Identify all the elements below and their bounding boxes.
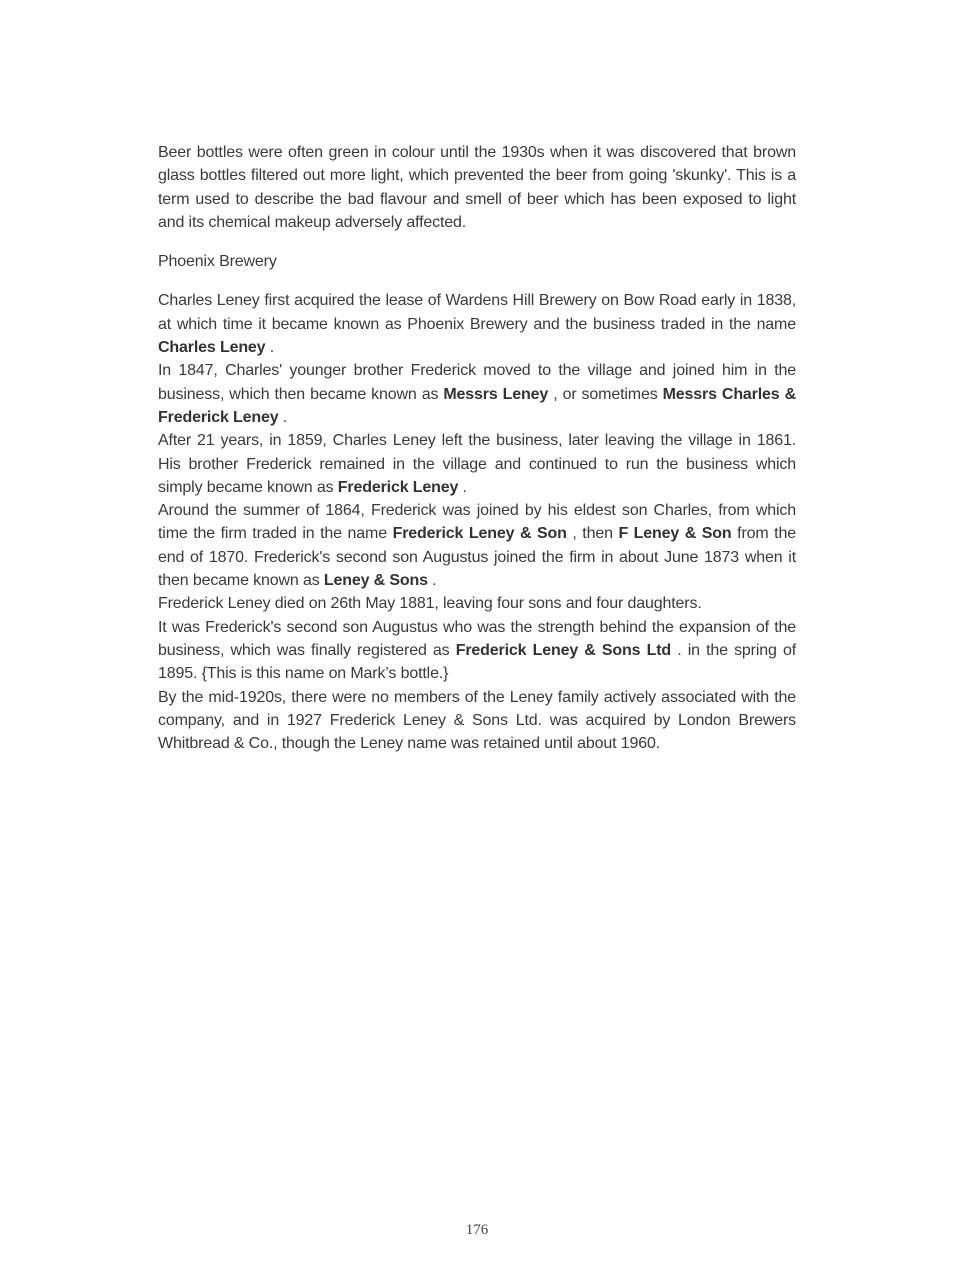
p1-text: Charles Leney first acquired the lease of Wardens Hill Brewery on Bow Road early in 1838, at which time it became known as Phoenix Brewery and the business traded in the name	[158, 292, 796, 333]
p2-bold-a: Messrs Leney	[443, 385, 549, 403]
section-heading	[158, 250, 796, 273]
p6-bold: Frederick Leney & Sons Ltd	[455, 641, 672, 659]
p2-text-a: In 1847, Charles' younger brother Frederick moved to the village and joined him in the business, which then became known as	[158, 362, 796, 403]
paragraph-1	[158, 289, 796, 359]
page-body	[158, 141, 796, 755]
p3-bold: Frederick Leney	[337, 478, 459, 496]
p6-text-a: It was Frederick's second son Augustus who was the strength behind the expansion of the business, which was finally registered as	[158, 618, 796, 659]
p1-end: .	[265, 339, 275, 357]
p6-text-b: . in the spring of 1895. {This is this name on Mark’s bottle.}	[158, 641, 796, 683]
heading-text: Phoenix Brewery	[158, 253, 277, 271]
p1-bold: Charles Leney	[158, 339, 266, 357]
p4-bold-b: F Leney & Son	[618, 525, 732, 543]
paragraph-7	[158, 686, 796, 756]
paragraph-3	[158, 429, 796, 499]
paragraph-6	[158, 616, 796, 686]
p4-text-b: , then	[566, 525, 619, 543]
p2-end: .	[278, 408, 288, 426]
paragraph-5	[158, 592, 796, 615]
p2-text-b: , or sometimes	[548, 385, 663, 403]
intro-text: Beer bottles were often green in colour until the 1930s when it was discovered that brown glass bottles filtered out more light, which prevented the beer from going 'skunky'. This is a term used to describe the bad flavour and smell of beer which has been exposed to light and its chemical makeup adversely affected.	[158, 144, 796, 231]
paragraph-4	[158, 499, 796, 592]
p4-text-a: Around the summer of 1864, Frederick was joined by his eldest son Charles, from which time the firm traded in the name	[158, 502, 796, 543]
p3-text: After 21 years, in 1859, Charles Leney left the business, later leaving the village in 1861. His brother Frederick remained in the village and continued to run the business which simply became known as	[158, 432, 796, 496]
p4-bold-c: Leney & Sons	[323, 572, 428, 590]
paragraph-2	[158, 359, 796, 429]
p3-end: .	[458, 478, 467, 496]
p4-text-c: from the end of 1870. Frederick's second son Augustus joined the firm in about June 1873 when it then became known as	[158, 525, 796, 590]
intro-paragraph	[158, 141, 796, 234]
p4-bold-a: Frederick Leney & Son	[392, 525, 567, 543]
p2-bold-b: Messrs Charles & Frederick Leney	[158, 385, 797, 426]
page-number: 176	[465, 1222, 489, 1238]
p7-text: By the mid-1920s, there were no members of the Leney family actively associated with the company, and in 1927 Frederick Leney & Sons Ltd. was acquired by London Brewers Whitbread & Co., though the Leney name was retained until about 1960.	[158, 688, 796, 753]
p5-text: Frederick Leney died on 26th May 1881, leaving four sons and four daughters.	[158, 595, 702, 613]
p4-end: .	[427, 572, 437, 590]
